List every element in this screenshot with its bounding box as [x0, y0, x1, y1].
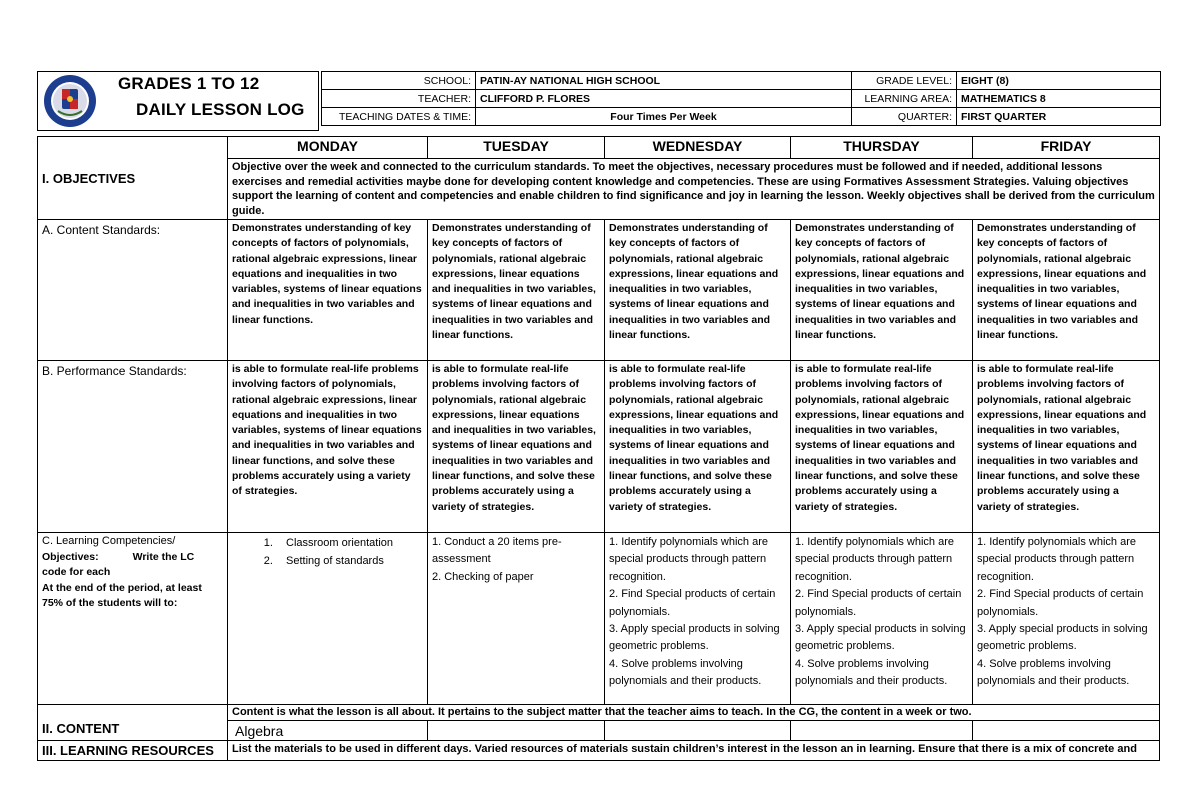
teacher-value: CLIFFORD P. FLORES — [476, 90, 852, 108]
lc-wednesday-item: 3. Apply special products in solving geometric problems. — [609, 623, 780, 653]
lc-thursday — [791, 533, 973, 705]
lc-tuesday-item: 1. Conduct a 20 items pre-assessment — [432, 536, 562, 566]
teaching-dates-value: Four Times Per Week — [476, 108, 852, 126]
content-standards-label: A. Content Standards: — [38, 220, 228, 361]
lc-label-line1: C. Learning Competencies/ — [42, 535, 176, 547]
performance-standard-wednesday: is able to formulate real-life problems involving factors of polynomials, rational algebraic expressions, linear equations and inequalities in two variables, systems of linear equations and inequalities in two variables and linear functions, and solve these problems accurately using a variety of strategies. — [605, 361, 791, 533]
quarter-label: QUARTER: — [852, 108, 957, 126]
grade-level-label: GRADE LEVEL: — [852, 72, 957, 90]
content-standard-monday: Demonstrates understanding of key concepts of factors of polynomials, rational algebraic expressions, linear equations and inequalities in two variables, systems of linear equations and inequalities in two variables and linear functions. — [228, 220, 428, 361]
lc-wednesday-item: 2. Find Special products of certain polynomials. — [609, 588, 776, 618]
lc-wednesday — [605, 533, 791, 705]
quarter-value: FIRST QUARTER — [957, 108, 1161, 126]
objectives-label: I. OBJECTIVES — [38, 137, 228, 220]
lc-friday-item: 2. Find Special products of certain polynomials. — [977, 588, 1144, 618]
lc-label-objectives: Objectives: — [42, 550, 99, 563]
header-title-grades: GRADES 1 TO 12 — [118, 74, 260, 93]
lc-label-end-period: At the end of the period, at least 75% of the students will to: — [42, 581, 202, 609]
performance-standard-monday: is able to formulate real-life problems involving factors of polynomials, rational algebraic expressions, linear equations and inequalities in two variables, systems of linear equations and inequalities in two variables and linear functions, and solve these problems accurately using a variety of strategies. — [228, 361, 428, 533]
day-header-thursday: THURSDAY — [791, 137, 973, 159]
day-header-friday: FRIDAY — [973, 137, 1160, 159]
content-friday — [973, 721, 1160, 741]
lc-thursday-item: 1. Identify polynomials which are special products through pattern recognition. — [795, 536, 954, 583]
content-monday: Algebra — [228, 721, 428, 741]
lc-tuesday-item: 2. Checking of paper — [432, 570, 534, 583]
learning-area-label: LEARNING AREA: — [852, 90, 957, 108]
performance-standard-friday: is able to formulate real-life problems involving factors of polynomials, rational algebraic expressions, linear equations and inequalities in two variables, systems of linear equations and inequalities in two variables and linear functions, and solve these problems accurately using a variety of strategies. — [973, 361, 1160, 533]
lc-monday-item: 2. Setting of standards — [276, 552, 423, 570]
lc-monday-item: 1. Classroom orientation — [276, 534, 423, 552]
day-header-monday: MONDAY — [228, 137, 428, 159]
lc-monday-list — [232, 534, 423, 570]
performance-standards-label: B. Performance Standards: — [38, 361, 228, 533]
lc-thursday-item: 4. Solve problems involving polynomials and their products. — [795, 657, 948, 688]
lc-thursday-item: 3. Apply special products in solving geometric problems. — [795, 623, 966, 653]
lc-friday-item: 4. Solve problems involving polynomials and their products. — [977, 657, 1130, 688]
day-header-tuesday: TUESDAY — [428, 137, 605, 159]
content-standard-wednesday: Demonstrates understanding of key concepts of factors of polynomials, rational algebraic expressions, linear equations and inequalities in two variables, systems of linear equations and inequalities in two variables and linear functions. — [605, 220, 791, 361]
content-wednesday — [605, 721, 791, 741]
lc-label-code: code for each — [42, 566, 111, 578]
lc-wednesday-item: 4. Solve problems involving polynomials and their products. — [609, 657, 762, 688]
lc-wednesday-item: 1. Identify polynomials which are special products through pattern recognition. — [609, 536, 768, 583]
teaching-dates-label: TEACHING DATES & TIME: — [322, 108, 476, 126]
learning-area-value: MATHEMATICS 8 — [957, 90, 1161, 108]
lc-label-write: Write the LC — [132, 550, 195, 563]
learning-resources-note: List the materials to be used in different days. Varied resources of materials sustain children’s interest in the lesson an in learning. Ensure that there is a mix of concrete and — [228, 741, 1160, 761]
header-title-dll: DAILY LESSON LOG — [136, 100, 305, 119]
content-label: II. CONTENT — [38, 705, 228, 741]
objectives-note: Objective over the week and connected to the curriculum standards. To meet the objectives, necessary procedures must be followed and if needed, additional lessons exercises and remedial activities maybe done for developing content knowledge and competencies. These are using Formatives Assessment Strategies. Valuing objectives support the learning of content and competencies and enable children to find significance and joy in learning the lesson. Weekly objectives shall be derived from the curriculum guide. — [228, 159, 1160, 220]
teacher-label: TEACHER: — [322, 90, 476, 108]
lc-monday — [228, 533, 428, 705]
content-standard-thursday: Demonstrates understanding of key concepts of factors of polynomials, rational algebraic expressions, linear equations and inequalities in two variables, systems of linear equations and inequalities in two variables and linear functions. — [791, 220, 973, 361]
deped-seal-icon — [40, 73, 100, 129]
school-label: SCHOOL: — [322, 72, 476, 90]
header-info-table — [321, 71, 1161, 126]
content-standard-tuesday: Demonstrates understanding of key concepts of factors of polynomials, rational algebraic expressions, linear equations and inequalities in two variables, systems of linear equations and inequalities in two variables and linear functions. — [428, 220, 605, 361]
school-value: PATIN-AY NATIONAL HIGH SCHOOL — [476, 72, 852, 90]
lc-tuesday — [428, 533, 605, 705]
content-standard-friday: Demonstrates understanding of key concepts of factors of polynomials, rational algebraic expressions, linear equations and inequalities in two variables, systems of linear equations and inequalities in two variables and linear functions. — [973, 220, 1160, 361]
learning-competencies-label — [38, 533, 228, 705]
performance-standard-tuesday: is able to formulate real-life problems involving factors of polynomials, rational algebraic expressions, linear equations and inequalities in two variables, systems of linear equations and inequalities in two variables and linear functions, and solve these problems accurately using a variety of strategies. — [428, 361, 605, 533]
content-note: Content is what the lesson is all about. It pertains to the subject matter that the teacher aims to teach. In the CG, the content in a week or two. — [228, 705, 1160, 721]
lc-friday — [973, 533, 1160, 705]
daily-lesson-log-table — [37, 136, 1160, 761]
content-tuesday — [428, 721, 605, 741]
lc-friday-item: 1. Identify polynomials which are special products through pattern recognition. — [977, 536, 1136, 583]
content-thursday — [791, 721, 973, 741]
learning-resources-label: III. LEARNING RESOURCES — [38, 741, 228, 761]
day-header-wednesday: WEDNESDAY — [605, 137, 791, 159]
grade-level-value: EIGHT (8) — [957, 72, 1161, 90]
lc-thursday-item: 2. Find Special products of certain polynomials. — [795, 588, 962, 618]
lc-friday-item: 3. Apply special products in solving geometric problems. — [977, 623, 1148, 653]
performance-standard-thursday: is able to formulate real-life problems involving factors of polynomials, rational algebraic expressions, linear equations and inequalities in two variables, systems of linear equations and inequalities in two variables and linear functions, and solve these problems accurately using a variety of strategies. — [791, 361, 973, 533]
